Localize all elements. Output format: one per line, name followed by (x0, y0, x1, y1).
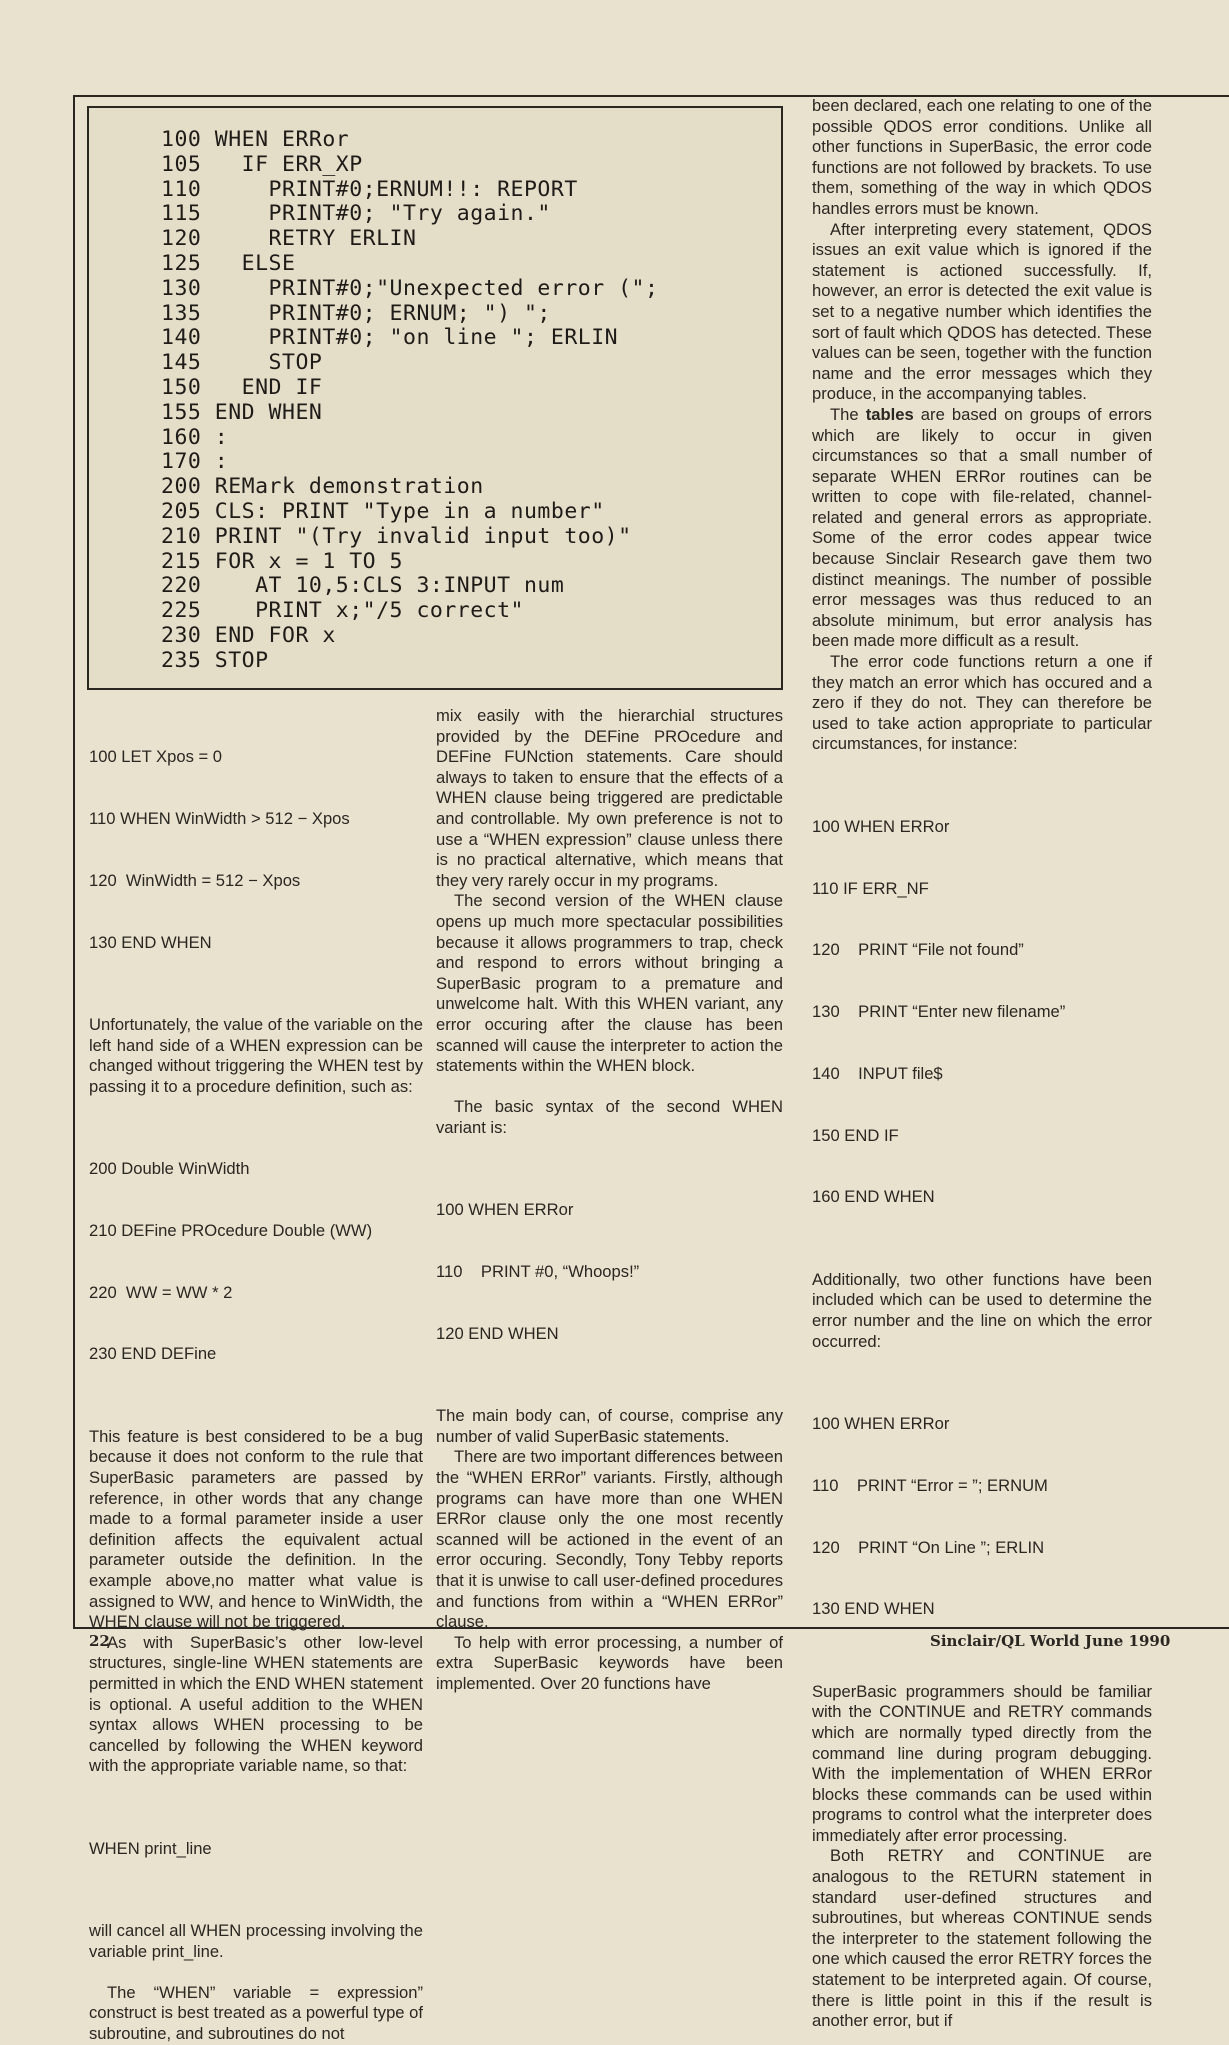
paragraph: will cancel all WHEN processing involving the variable print_line. (89, 1921, 423, 1961)
code-listing-line: 135 PRINT#0; ERNUM; ") "; (161, 300, 551, 326)
paragraph: As with SuperBasic’s other low-level structures, single-line WHEN statements are permitted in which the END WHEN statement is optional. A useful addition to the WHEN syntax allows WHEN processing to be cancelled by following the WHEN keyword with the appropriate variable name, so that: (89, 1632, 423, 1776)
code-snippet-whoops (436, 1159, 783, 1386)
code-listing-line: 160 : (161, 424, 229, 450)
code-listing-line: 100 WHEN ERRor (161, 127, 350, 152)
paragraph: This feature is best considered to be a bug because it does not conform to the rule that SuperBasic parameters are passed by reference, in other words that any change made to a formal parameter inside a user definition affects the equivalent actual parameter outside the definition. In the example above,no matter what value is assigned to WW, and hence to WinWidth, the WHEN clause will not be triggered. (89, 1426, 423, 1632)
code-line: 200 Double WinWidth (89, 1159, 250, 1179)
code-line: 150 END IF (812, 1125, 899, 1145)
code-line: 110 PRINT #0, “Whoops!” (436, 1262, 640, 1282)
code-listing-line: 115 PRINT#0; "Try again." (161, 201, 551, 227)
column-3 (812, 96, 1152, 2032)
paragraph: The second version of the WHEN clause opens up much more spectacular possibilities because it allows programmers to trap, check and respond to errors without bringing a SuperBasic program to a premature and unwelcome halt. With this WHEN variant, any error occuring after the clause has been scanned will cause the interpreter to action the statements within the WHEN block. (436, 891, 783, 1076)
column-1 (89, 706, 423, 2045)
code-line: 230 END DEFine (89, 1344, 217, 1364)
code-listing-line: 105 IF ERR_XP (161, 151, 363, 177)
code-listing (161, 128, 658, 674)
code-listing-line: 235 STOP (161, 647, 269, 673)
code-line: 120 END WHEN (436, 1323, 559, 1343)
code-listing-line: 225 PRINT x;"/5 correct" (161, 598, 524, 624)
code-line: 110 IF ERR_NF (812, 878, 929, 898)
code-listing-line: 200 REMark demonstration (161, 474, 484, 500)
paragraph: SuperBasic programmers should be familiar with the CONTINUE and RETRY commands which are normally typed directly from the command line during program debugging. With the implementation of WHEN ERRor blocks these commands can be used within programs to control what the interpreter does immediately after error processing. (812, 1681, 1152, 1845)
code-line: 100 WHEN ERRor (812, 1414, 950, 1433)
text: The (830, 404, 866, 424)
code-line: 110 WHEN WinWidth > 512 − Xpos (89, 808, 350, 828)
paragraph: Both RETRY and CONTINUE are analogous to the RETURN statement in standard user-defined structures and subroutines, but whereas CONTINUE sends the interpreter to the statement following the one which caused the error RETRY forces the statement to be interpreted again. Of course, there is little point in this if the result is another error, but if (812, 1846, 1152, 2031)
code-listing-line: 230 END FOR x (161, 622, 336, 648)
code-snippet-err-nf (812, 776, 1152, 1250)
code-line: 130 PRINT “Enter new filename” (812, 1002, 1066, 1022)
paragraph-tables (812, 405, 1152, 652)
code-line: 120 WinWidth = 512 − Xpos (89, 870, 301, 890)
code-listing-line: 155 END WHEN (161, 399, 323, 425)
code-listing-line: 125 ELSE (161, 250, 296, 276)
code-listing-line: 145 STOP (161, 350, 323, 376)
code-listing-box (87, 106, 783, 690)
code-line: WHEN print_line (89, 1838, 212, 1858)
code-line: 220 WW = WW * 2 (89, 1282, 233, 1302)
code-snippet-xpos (89, 706, 423, 994)
code-line: 110 PRINT “Error = ”; ERNUM (812, 1475, 1048, 1495)
code-line: 160 END WHEN (812, 1187, 935, 1207)
code-listing-line: 215 FOR x = 1 TO 5 (161, 548, 403, 574)
code-line: 130 END WHEN (89, 932, 212, 952)
paragraph: mix easily with the hierarchial structures provided by the DEFine PROcedure and DEFine FUNction statements. Care should always to taken to ensure that the effects of a WHEN clause being triggered are predictable and controllable. My own preference is not to use a “WHEN expression” clause unless there is no practical alternative, which means that they very rarely occur in my programs. (436, 706, 783, 890)
code-listing-line: 170 : (161, 449, 229, 475)
column-2 (436, 706, 783, 1695)
code-listing-line: 220 AT 10,5:CLS 3:INPUT num (161, 573, 565, 599)
paragraph: been declared, each one relating to one of the possible QDOS error conditions. Unlike all other functions in SuperBasic, the error code functions are not followed by brackets. To use them, something of the way in which QDOS handles errors must be known. (812, 96, 1152, 218)
paragraph: Unfortunately, the value of the variable on the left hand side of a WHEN expression can be changed without triggering the WHEN test by passing it to a procedure definition, such as: (89, 1014, 423, 1096)
code-line: 130 END WHEN (812, 1599, 935, 1619)
code-line: 100 WHEN ERRor (812, 816, 950, 836)
paragraph: After interpreting every statement, QDOS issues an exit value which is ignored if the statement is actioned successfully. If, however, an error is detected the exit value is set to a negative number which identifies the sort of fault which QDOS has detected. These values can be seen, together with the function name and the error messages which they produce, in the accompanying tables. (812, 219, 1152, 404)
code-listing-line: 150 END IF (161, 374, 323, 400)
code-snippet-ernum (812, 1373, 1152, 1661)
paragraph: To help with error processing, a number of extra SuperBasic keywords have been implemented. Over 20 functions have (436, 1632, 783, 1693)
code-listing-line: 110 PRINT#0;ERNUM!!: REPORT (161, 176, 578, 202)
publication-footer: Sinclair/QL World June 1990 (930, 1632, 1171, 1650)
code-listing-line: 210 PRINT "(Try invalid input too)" (161, 523, 632, 549)
bold-keyword: tables (865, 404, 914, 424)
code-listing-line: 140 PRINT#0; "on line "; ERLIN (161, 325, 619, 351)
paragraph: There are two important differences between the “WHEN ERRor” variants. Firstly, although programs can have more than one WHEN ERRor clause only the one most recently scanned will be actioned in the event of an error occuring. Secondly, Tony Tebby reports that it is unwise to call user-defined procedures and functions from within a “WHEN ERRor” clause. (436, 1447, 783, 1632)
code-line: 100 LET Xpos = 0 (89, 747, 223, 767)
code-listing-line: 130 PRINT#0;"Unexpected error ("; (161, 275, 659, 301)
code-line: 210 DEFine PROcedure Double (WW) (89, 1220, 373, 1240)
paragraph: Additionally, two other functions have been included which can be used to determine the error number and the line on which the error occurred: (812, 1269, 1152, 1351)
code-line: 120 PRINT “File not found” (812, 940, 1024, 960)
paragraph: The error code functions return a one if they match an error which has occured and a zero if they do not. They can therefore be used to take action appropriate to particular circumstances, for instance: (812, 652, 1152, 754)
paragraph: The main body can, of course, comprise any number of valid SuperBasic statements. (436, 1406, 783, 1446)
paragraph: The basic syntax of the second WHEN variant is: (436, 1097, 783, 1137)
code-line: 120 PRINT “On Line ”; ERLIN (812, 1537, 1045, 1557)
code-line: 140 INPUT file$ (812, 1063, 943, 1083)
code-snippet-when-print-line (89, 1797, 423, 1900)
code-line: 100 WHEN ERRor (436, 1200, 574, 1220)
code-listing-line: 205 CLS: PRINT "Type in a number" (161, 498, 605, 524)
text: are based on groups of errors which are likely to occur in given circumstances so that a small number of separate WHEN ERRor routines can be written to cope with file-related, channel-related and general errors as appropriate. Some of the error codes appear twice because Sinclair Research gave them two distinct meanings. The number of possible error messages was thus reduced to an absolute minimum, but error analysis has been made more difficult as a result. (812, 404, 1152, 651)
code-listing-line: 120 RETRY ERLIN (161, 226, 417, 252)
page-number: 22 (89, 1632, 110, 1650)
paragraph: The “WHEN” variable = expression” construct is best treated as a powerful type of subroutine, and subroutines do not (89, 1982, 423, 2043)
code-snippet-double (89, 1118, 423, 1406)
